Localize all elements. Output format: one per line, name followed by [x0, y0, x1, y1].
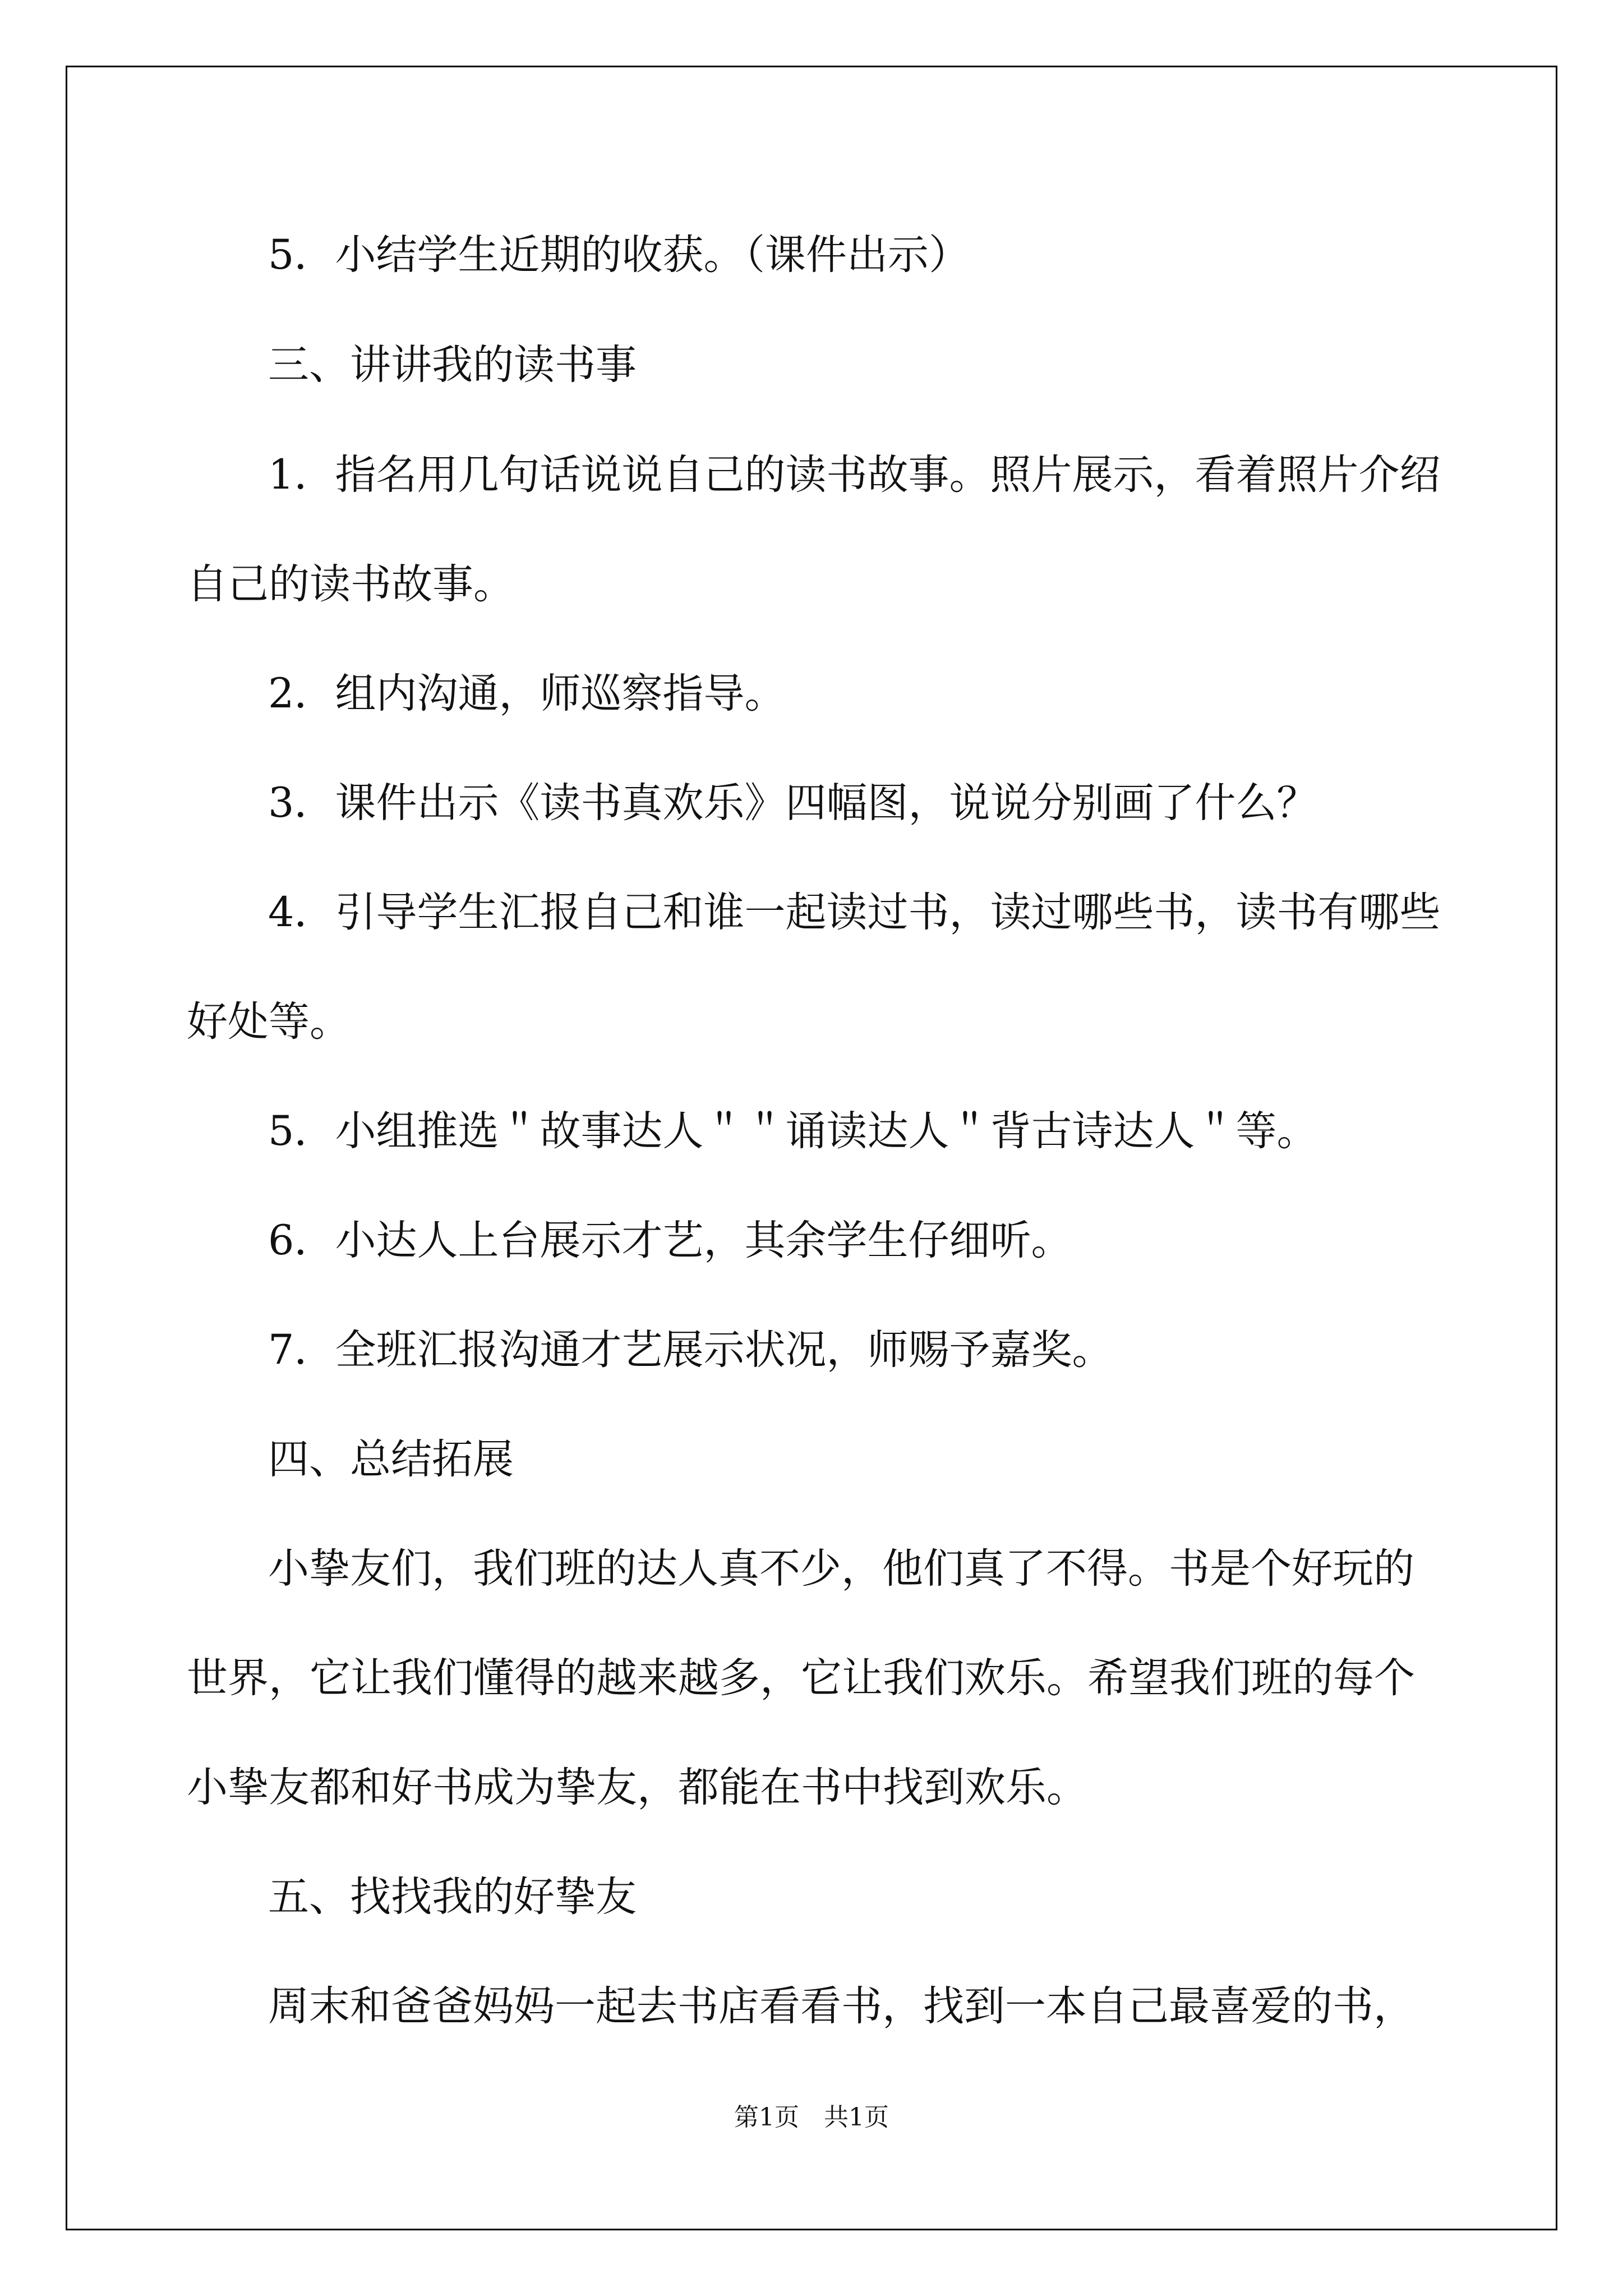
page-footer: 第1页 共1页 [734, 2103, 889, 2132]
paragraph-item-6 [268, 1217, 1524, 1264]
text-line: 周末和爸爸妈妈一起去书店看看书，找到一本自己最喜爱的书， [268, 1982, 1414, 2030]
text-line: 四、总结拓展 [268, 1435, 514, 1483]
text-line: 1．指名用几句话说说自己的读书故事。照片展示，看着照片介绍 [268, 451, 1441, 499]
document-body [67, 67, 1556, 2229]
text-line: 自己的读书故事。 [187, 560, 514, 608]
page-frame [66, 66, 1557, 2230]
text-line: 世界，它让我们懂得的越来越多，它让我们欢乐。希望我们班的每个 [187, 1654, 1415, 1702]
text-line: 5．小结学生近期的收获。（课件出示） [268, 231, 970, 279]
text-line: 7．全班汇报沟通才艺展示状况，师赐予嘉奖。 [268, 1326, 1113, 1374]
heading-section-four [268, 1435, 1524, 1483]
paragraph-item-1 [187, 451, 1524, 608]
paragraph-weekend [268, 1982, 1524, 2030]
paragraph-item-2 [268, 670, 1524, 717]
text-line: 好处等。 [187, 998, 351, 1046]
text-line: 2．组内沟通，师巡察指导。 [268, 670, 786, 717]
text-line: 5．小组推选＂故事达人＂＂诵读达人＂背古诗达人＂等。 [268, 1107, 1318, 1155]
paragraph-summary-gains [268, 231, 1524, 279]
paragraph-item-3 [268, 779, 1524, 827]
text-line: 三、讲讲我的读书事 [268, 341, 637, 389]
paragraph-summary [187, 1545, 1524, 1811]
paragraph-item-7 [268, 1326, 1524, 1374]
paragraph-item-4 [187, 889, 1524, 1046]
paragraph-item-5 [268, 1107, 1524, 1155]
heading-section-three [268, 341, 1524, 389]
heading-section-five [268, 1873, 1524, 1921]
text-line: 3．课件出示《读书真欢乐》四幅图，说说分别画了什么？ [268, 779, 1318, 827]
text-line: 小挚友都和好书成为挚友，都能在书中找到欢乐。 [187, 1764, 1087, 1811]
text-line: 五、找找我的好挚友 [268, 1873, 637, 1921]
text-line: 6．小达人上台展示才艺，其余学生仔细听。 [268, 1217, 1072, 1264]
text-line: 小挚友们，我们班的达人真不少，他们真了不得。书是个好玩的 [268, 1545, 1414, 1593]
text-line: 4．引导学生汇报自己和谁一起读过书，读过哪些书，读书有哪些 [268, 889, 1441, 936]
